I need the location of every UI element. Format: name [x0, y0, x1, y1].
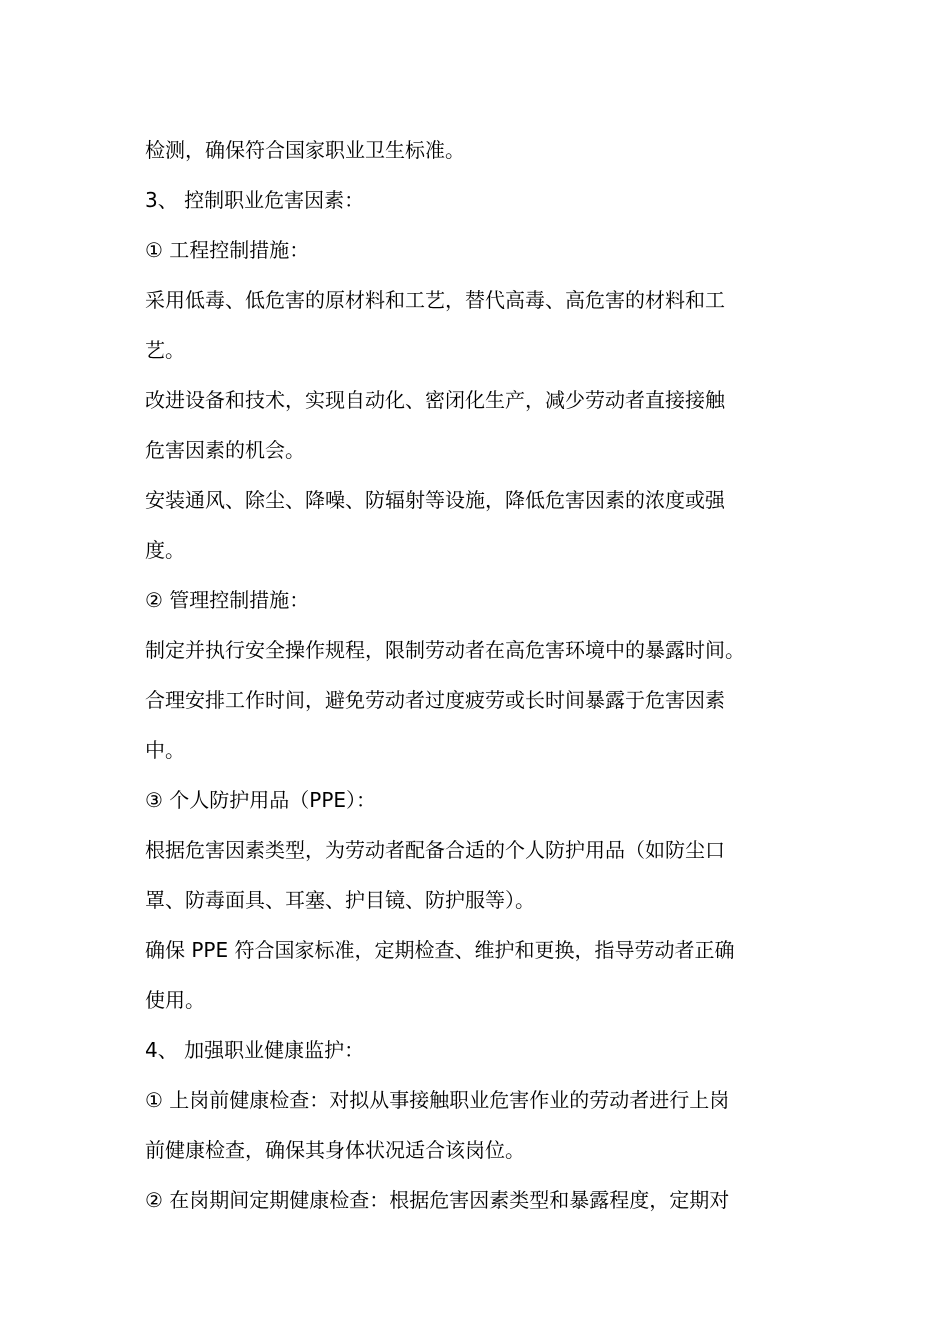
text-line: 根据危害因素类型，为劳动者配备合适的个人防护用品（如防尘口: [145, 838, 725, 862]
text-line: 艺。: [145, 338, 185, 362]
text-line: 安装通风、除尘、降噪、防辐射等设施，降低危害因素的浓度或强: [145, 488, 725, 512]
text-line: 使用。: [145, 988, 205, 1012]
document-body: [145, 125, 815, 1225]
text-line: 中。: [145, 738, 185, 762]
text-line: 改进设备和技术，实现自动化、密闭化生产，减少劳动者直接接触: [145, 388, 725, 412]
text-line: 前健康检查，确保其身体状况适合该岗位。: [145, 1138, 525, 1162]
section-heading: 3、 控制职业危害因素：: [145, 188, 365, 212]
text-line: 合理安排工作时间，避免劳动者过度疲劳或长时间暴露于危害因素: [145, 688, 725, 712]
section-heading: 4、 加强职业健康监护：: [145, 1038, 365, 1062]
text-line: 检测，确保符合国家职业卫生标准。: [145, 138, 465, 162]
text-line: 度。: [145, 538, 185, 562]
text-line: ② 在岗期间定期健康检查：根据危害因素类型和暴露程度，定期对: [145, 1188, 730, 1212]
subsection-heading: ② 管理控制措施：: [145, 588, 310, 612]
text-line: 危害因素的机会。: [145, 438, 305, 462]
subsection-heading: ③ 个人防护用品（PPE）：: [145, 788, 377, 812]
text-line: 采用低毒、低危害的原材料和工艺，替代高毒、高危害的材料和工: [145, 288, 725, 312]
text-line: 确保 PPE 符合国家标准，定期检查、维护和更换，指导劳动者正确: [145, 938, 735, 962]
text-line: ① 上岗前健康检查：对拟从事接触职业危害作业的劳动者进行上岗: [145, 1088, 730, 1112]
text-line: 罩、防毒面具、耳塞、护目镜、防护服等）。: [145, 888, 535, 912]
text-line: 制定并执行安全操作规程，限制劳动者在高危害环境中的暴露时间。: [145, 638, 745, 662]
subsection-heading: ① 工程控制措施：: [145, 238, 310, 262]
